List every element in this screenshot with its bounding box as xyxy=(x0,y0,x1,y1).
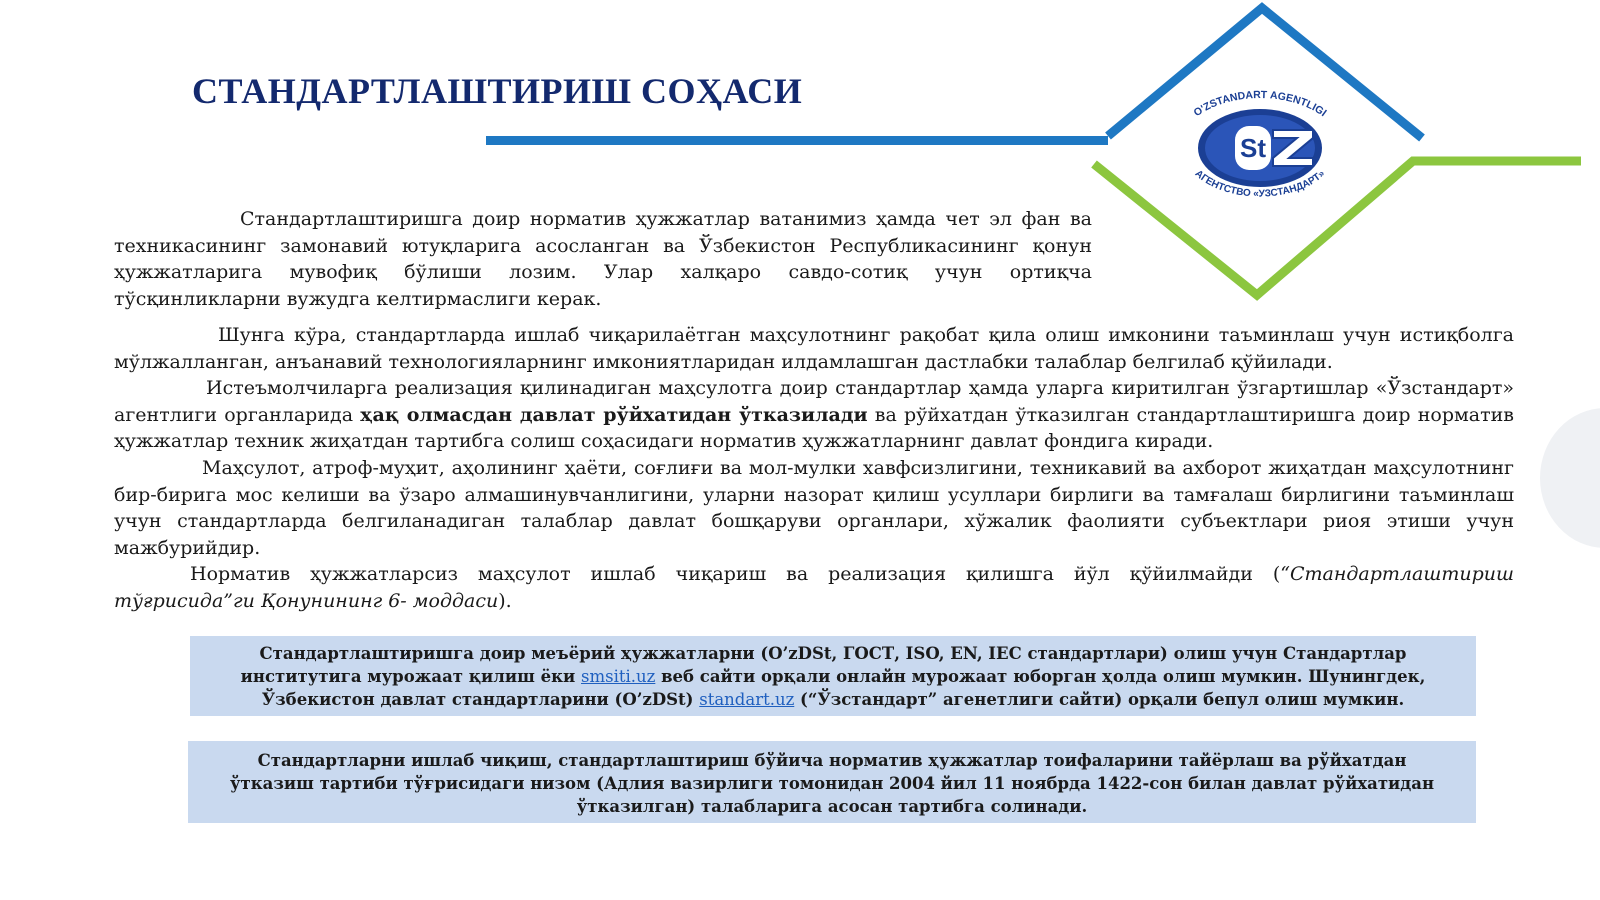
intro-paragraph-text: Стандартлаштиришга доир норматив ҳужжатлар ватанимиз ҳамда чет эл фан ва техникасининг замонавий ютуқларига асосланган ва Ўзбекистон Республикасининг қонун ҳужжатларига мувофиқ бўлиши лозим. Улар халқаро савдо-сотиқ учун ортиқча тўсқинликларни вужудга келтирмаслиги керак. xyxy=(114,208,1092,310)
paragraph-mandatory-text: Маҳсулот, атроф-муҳит, аҳолининг ҳаёти, соғлиғи ва мол-мулки хавфсизлигини, техникавий ва ахборот жиҳатдан маҳсулотнинг бир-бирига мос келиши ва ўзаро алмашинувчанлигини, уларни назорат қилиш усуллари бирлиги ва тамғалаш бирлигини таъминлаш учун стандартларда белгиланадиган талаблар давлат бошқаруви органлари, хўжалик фаолияти субъектлари риоя этиши учун мажбурийдир. xyxy=(114,456,1514,559)
agency-logo-icon xyxy=(1165,86,1355,210)
paragraph-registration-end: ва рўйхатдан ўтказилган стандартлаштиришга доир норматив ҳужжатлар техник жиҳатдан тартибга солиш соҳасидаги норматив ҳужжатларнинг давлат фондига киради. xyxy=(114,403,1514,453)
paragraph-competitiveness-text: Шунга кўра, стандартларда ишлаб чиқарилаётган маҳсулотнинг рақобат қила олиш имконини таъминлаш учун истиқболга мўлжалланган, анъанавий технологияларнинг имкониятларидан илдамлашган дастлабки талаблар белгилаб қўйилади. xyxy=(114,324,1514,373)
agency-logo xyxy=(1165,86,1355,210)
note1-text-part1: Стандартлаштиришга доир меъёрий ҳужжатларни (O’zDSt, ГОСТ, ISO, EN, IEC стандартлари) олиш учун Стандартлар институтига мурожаат қилиш ёки xyxy=(240,644,1407,686)
paragraph-law-reference xyxy=(114,561,1514,614)
note1-text-part3: (“Ўзстандарт” агенетлиги сайти) орқали бепул олиш мумкин. xyxy=(794,690,1405,709)
intro-paragraph xyxy=(114,206,1092,312)
paragraph-competitiveness xyxy=(114,322,1514,375)
paragraph-mandatory xyxy=(114,455,1514,561)
standards-access-note xyxy=(190,636,1476,716)
paragraph-law-end: ). xyxy=(498,589,512,612)
note1-text-part2: веб сайти орқали онлайн мурожаат юборган ҳолда олиш мумкин. Шунингдек, Ўзбекистон давлат стандартларини (O’zDSt) xyxy=(261,667,1426,709)
paragraph-law-text: Норматив ҳужжатларсиз маҳсулот ишлаб чиқариш ва реализация қилишга йўл қўйилмайди ( xyxy=(190,563,1281,586)
svg-text:O'ZSTANDART AGENTLIGI: O'ZSTANDART AGENTLIGI xyxy=(1191,88,1329,120)
body-paragraphs xyxy=(114,322,1514,615)
standart-link[interactable]: standart.uz xyxy=(699,690,795,709)
page-title: СТАНДАРТЛАШТИРИШ СОҲАСИ xyxy=(192,71,803,111)
paragraph-registration-text: Истеъмолчиларга реализация қилинадиган маҳсулотга доир стандартлар ҳамда уларга киритилган ўзгартишлар «Ўзстандарт» агентлиги органларида xyxy=(114,377,1514,426)
paragraph-registration xyxy=(114,375,1514,455)
smsiti-link[interactable]: smsiti.uz xyxy=(581,667,656,686)
note2-text: Стандартларни ишлаб чиқиш, стандартлаштириш бўйича норматив ҳужжатлар тоифаларини тайёрлаш ва рўйхатдан ўтказиш тартиби тўғрисидаги низом (Адлия вазирлиги томонидан 2004 йил 11 ноябрда 1422-сон билан давлат рўйхатидан ўтказилган) талабларига асосан тартибга солинади. xyxy=(229,751,1435,816)
paragraph-registration-bold: ҳақ олмасдан давлат рўйхатидан ўтказилади xyxy=(360,403,868,426)
svg-text:St: St xyxy=(1240,133,1266,163)
title-underline-bar xyxy=(486,136,1108,145)
svg-text:АГЕНТСТВО «УЗСТАНДАРТ»: АГЕНТСТВО «УЗСТАНДАРТ» xyxy=(1192,168,1328,200)
law-citation: “Стандартлаштириш тўғрисида”ги Қонунининг 6- моддаси xyxy=(114,563,1514,612)
regulation-note xyxy=(188,741,1476,823)
